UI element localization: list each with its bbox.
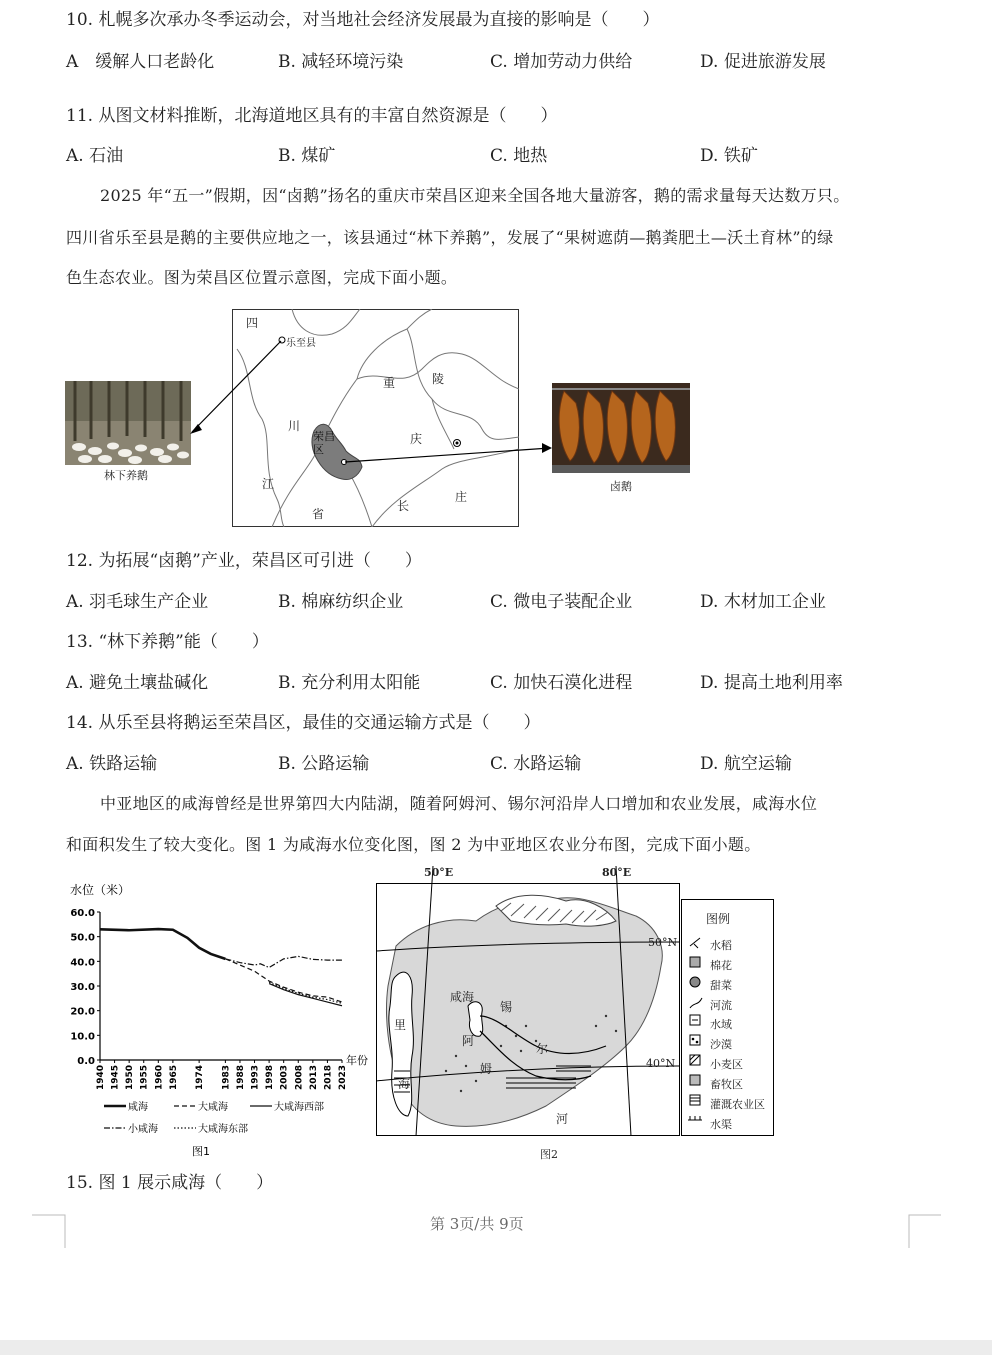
y-tick-label: 40.0 (70, 957, 95, 969)
passage1-line2: 四川省乐至县是鹅的主要供应地之一，该县通过“林下养鹅”，发展了“果树遮荫—鹅粪肥土—沃土育林”的绿 (66, 228, 834, 247)
map-label-yu: 重 (383, 376, 396, 390)
x-tick-label: 2013 (308, 1064, 319, 1090)
q11-option-d: D. 铁矿 (700, 146, 758, 166)
map-label-lezhi: 乐至县 (286, 338, 316, 349)
q11-option-a: A. 石油 (66, 146, 124, 166)
q14-option-c: C. 水路运输 (490, 754, 582, 774)
q13-option-a: A. 避免土壤盐碱化 (66, 673, 209, 693)
viewer-bottom-bar (0, 1340, 992, 1355)
legend-canal: 水渠 (710, 1118, 732, 1131)
legend-river: 河流 (710, 999, 732, 1012)
right-photo-caption: 卤鹅 (610, 480, 632, 493)
map-place-a: 阿 (462, 1034, 475, 1048)
q14-option-d: D. 航空运输 (700, 754, 792, 774)
q13-option-b: B. 充分利用太阳能 (278, 673, 421, 693)
q14-option-b: B. 公路运输 (278, 754, 370, 774)
y-tick-label: 20.0 (70, 1006, 95, 1018)
map-label-zhuang: 庄 (455, 490, 468, 504)
map-place-mu: 姆 (480, 1062, 493, 1076)
q12-option-b: B. 棉麻纺织企业 (278, 592, 404, 612)
map-legend-title: 图例 (706, 912, 731, 926)
q13-option-c: C. 加快石漠化进程 (490, 673, 633, 693)
legend-cotton: 棉花 (710, 959, 732, 972)
legend-label-2: 大咸海西部 (274, 1102, 324, 1113)
x-tick-label: 2023 (338, 1064, 348, 1090)
legend-rice: 水稻 (710, 939, 732, 952)
map-place-aral: 咸海 (450, 990, 475, 1004)
aral-water-level-chart (64, 880, 380, 1160)
map-label-jiang: 江 (262, 477, 275, 491)
x-tick-label: 1993 (250, 1064, 261, 1090)
x-tick-label: 1955 (139, 1064, 150, 1090)
q10-option-a: A 缓解人口老龄化 (66, 52, 215, 72)
y-tick-label: 10.0 (70, 1031, 95, 1043)
corner-mark-left (32, 1214, 68, 1248)
x-tick-label: 2008 (294, 1064, 305, 1090)
passage2-line1: 中亚地区的咸海曾经是世界第四大内陆湖，随着阿姆河、锡尔河沿岸人口增加和农业发展，咸海水位 (100, 794, 818, 813)
map-label-rongchang: 荣昌区 (313, 430, 335, 456)
q11-option-c: C. 地热 (490, 146, 548, 166)
braised-goose-photo (552, 383, 690, 473)
q13-option-d: D. 提高土地利用率 (700, 673, 843, 693)
lon-label-80: 80°E (602, 866, 632, 879)
q11-stem: 11. 从图文材料推断，北海道地区具有的丰富自然资源是（ ） (66, 106, 558, 126)
goose-forest-photo (65, 381, 191, 465)
q14-stem: 14. 从乐至县将鹅运至荣昌区，最佳的交通运输方式是（ ） (66, 713, 541, 733)
map-label-si: 四 (246, 316, 259, 330)
passage1-line3: 色生态农业。图为荣昌区位置示意图，完成下面小题。 (66, 268, 458, 287)
legend-label-1: 大咸海 (198, 1102, 228, 1113)
x-axis-label: 年份 (346, 1054, 368, 1067)
lat-label-40: 40°N (646, 1057, 676, 1070)
x-tick-label: 1965 (168, 1064, 179, 1090)
series-line-4 (269, 982, 342, 1003)
x-tick-label: 2003 (279, 1064, 290, 1090)
map-label-sheng: 省 (312, 507, 325, 521)
x-tick-label: 2018 (323, 1064, 334, 1090)
q12-option-a: A. 羽毛球生产企业 (66, 592, 209, 612)
map2-caption: 图2 (540, 1148, 558, 1161)
legend-label-3: 小咸海 (128, 1124, 158, 1135)
q14-option-a: A. 铁路运输 (66, 754, 158, 774)
x-tick-label: 1998 (265, 1064, 276, 1090)
passage1-line1: 2025 年“五一”假期，因“卤鹅”扬名的重庆市荣昌区迎来全国各地大量游客，鹅的需求量每天达数万只。 (100, 186, 850, 205)
q15-stem: 15. 图 1 展示咸海（ ） (66, 1173, 274, 1193)
left-photo-caption: 林下养鹅 (104, 469, 148, 482)
x-tick-label: 1974 (195, 1064, 206, 1090)
legend-irrigated: 灌溉农业区 (710, 1098, 765, 1111)
x-tick-label: 1983 (221, 1064, 232, 1090)
series-line-0 (100, 929, 225, 959)
page-number: 第 3页/共 9页 (430, 1215, 524, 1233)
legend-pasture: 畜牧区 (710, 1078, 743, 1091)
legend-water: 水域 (710, 1018, 732, 1031)
map-place-hai: 海 (398, 1077, 411, 1091)
legend-label-0: 咸海 (128, 1102, 148, 1113)
q10-stem: 10. 札幌多次承办冬季运动会，对当地社会经济发展最为直接的影响是（ ） (66, 10, 660, 30)
map-place-li: 里 (394, 1018, 407, 1032)
map-place-he: 河 (556, 1112, 569, 1126)
map-label-qing: 庆 (410, 432, 423, 446)
y-tick-label: 60.0 (70, 908, 95, 919)
y-tick-label: 0.0 (77, 1056, 95, 1067)
series-line-1 (225, 959, 342, 1002)
legend-label-4: 大咸海东部 (198, 1124, 248, 1135)
q12-option-c: C. 微电子装配企业 (490, 592, 633, 612)
lat-label-50: 50°N (648, 936, 678, 949)
x-tick-label: 1960 (154, 1064, 165, 1090)
x-tick-label: 1940 (96, 1064, 106, 1090)
legend-wheat: 小麦区 (710, 1058, 743, 1071)
q11-option-b: B. 煤矿 (278, 146, 336, 166)
map-place-xi: 锡 (500, 1000, 513, 1014)
corner-mark-right (906, 1214, 942, 1248)
x-tick-label: 1988 (235, 1064, 246, 1090)
map-place-er: 尔 (536, 1042, 549, 1056)
q10-option-b: B. 减轻环境污染 (278, 52, 404, 72)
legend-beet: 甜菜 (710, 979, 732, 992)
q13-stem: 13. “林下养鹅”能（ ） (66, 632, 269, 652)
map-label-chuan: 川 (288, 419, 301, 433)
lon-label-50: 50°E (424, 866, 454, 879)
y-tick-label: 30.0 (70, 982, 95, 993)
q10-option-c: C. 增加劳动力供给 (490, 52, 633, 72)
legend-desert: 沙漠 (710, 1038, 732, 1051)
map-label-ling: 陵 (432, 372, 445, 386)
y-axis-label: 水位（米） (70, 883, 131, 897)
x-tick-label: 1950 (125, 1064, 136, 1090)
q10-option-d: D. 促进旅游发展 (700, 52, 826, 72)
passage2-line2: 和面积发生了较大变化。图 1 为咸海水位变化图，图 2 为中亚地区农业分布图，完成下面小题。 (66, 835, 761, 854)
x-tick-label: 1945 (110, 1064, 121, 1090)
q12-option-d: D. 木材加工企业 (700, 592, 826, 612)
q12-stem: 12. 为拓展“卤鹅”产业，荣昌区可引进（ ） (66, 551, 422, 571)
figure1-arrows (180, 330, 560, 470)
chart-caption: 图1 (192, 1145, 210, 1158)
map-label-chang: 长 (397, 499, 410, 513)
y-tick-label: 50.0 (70, 932, 95, 944)
